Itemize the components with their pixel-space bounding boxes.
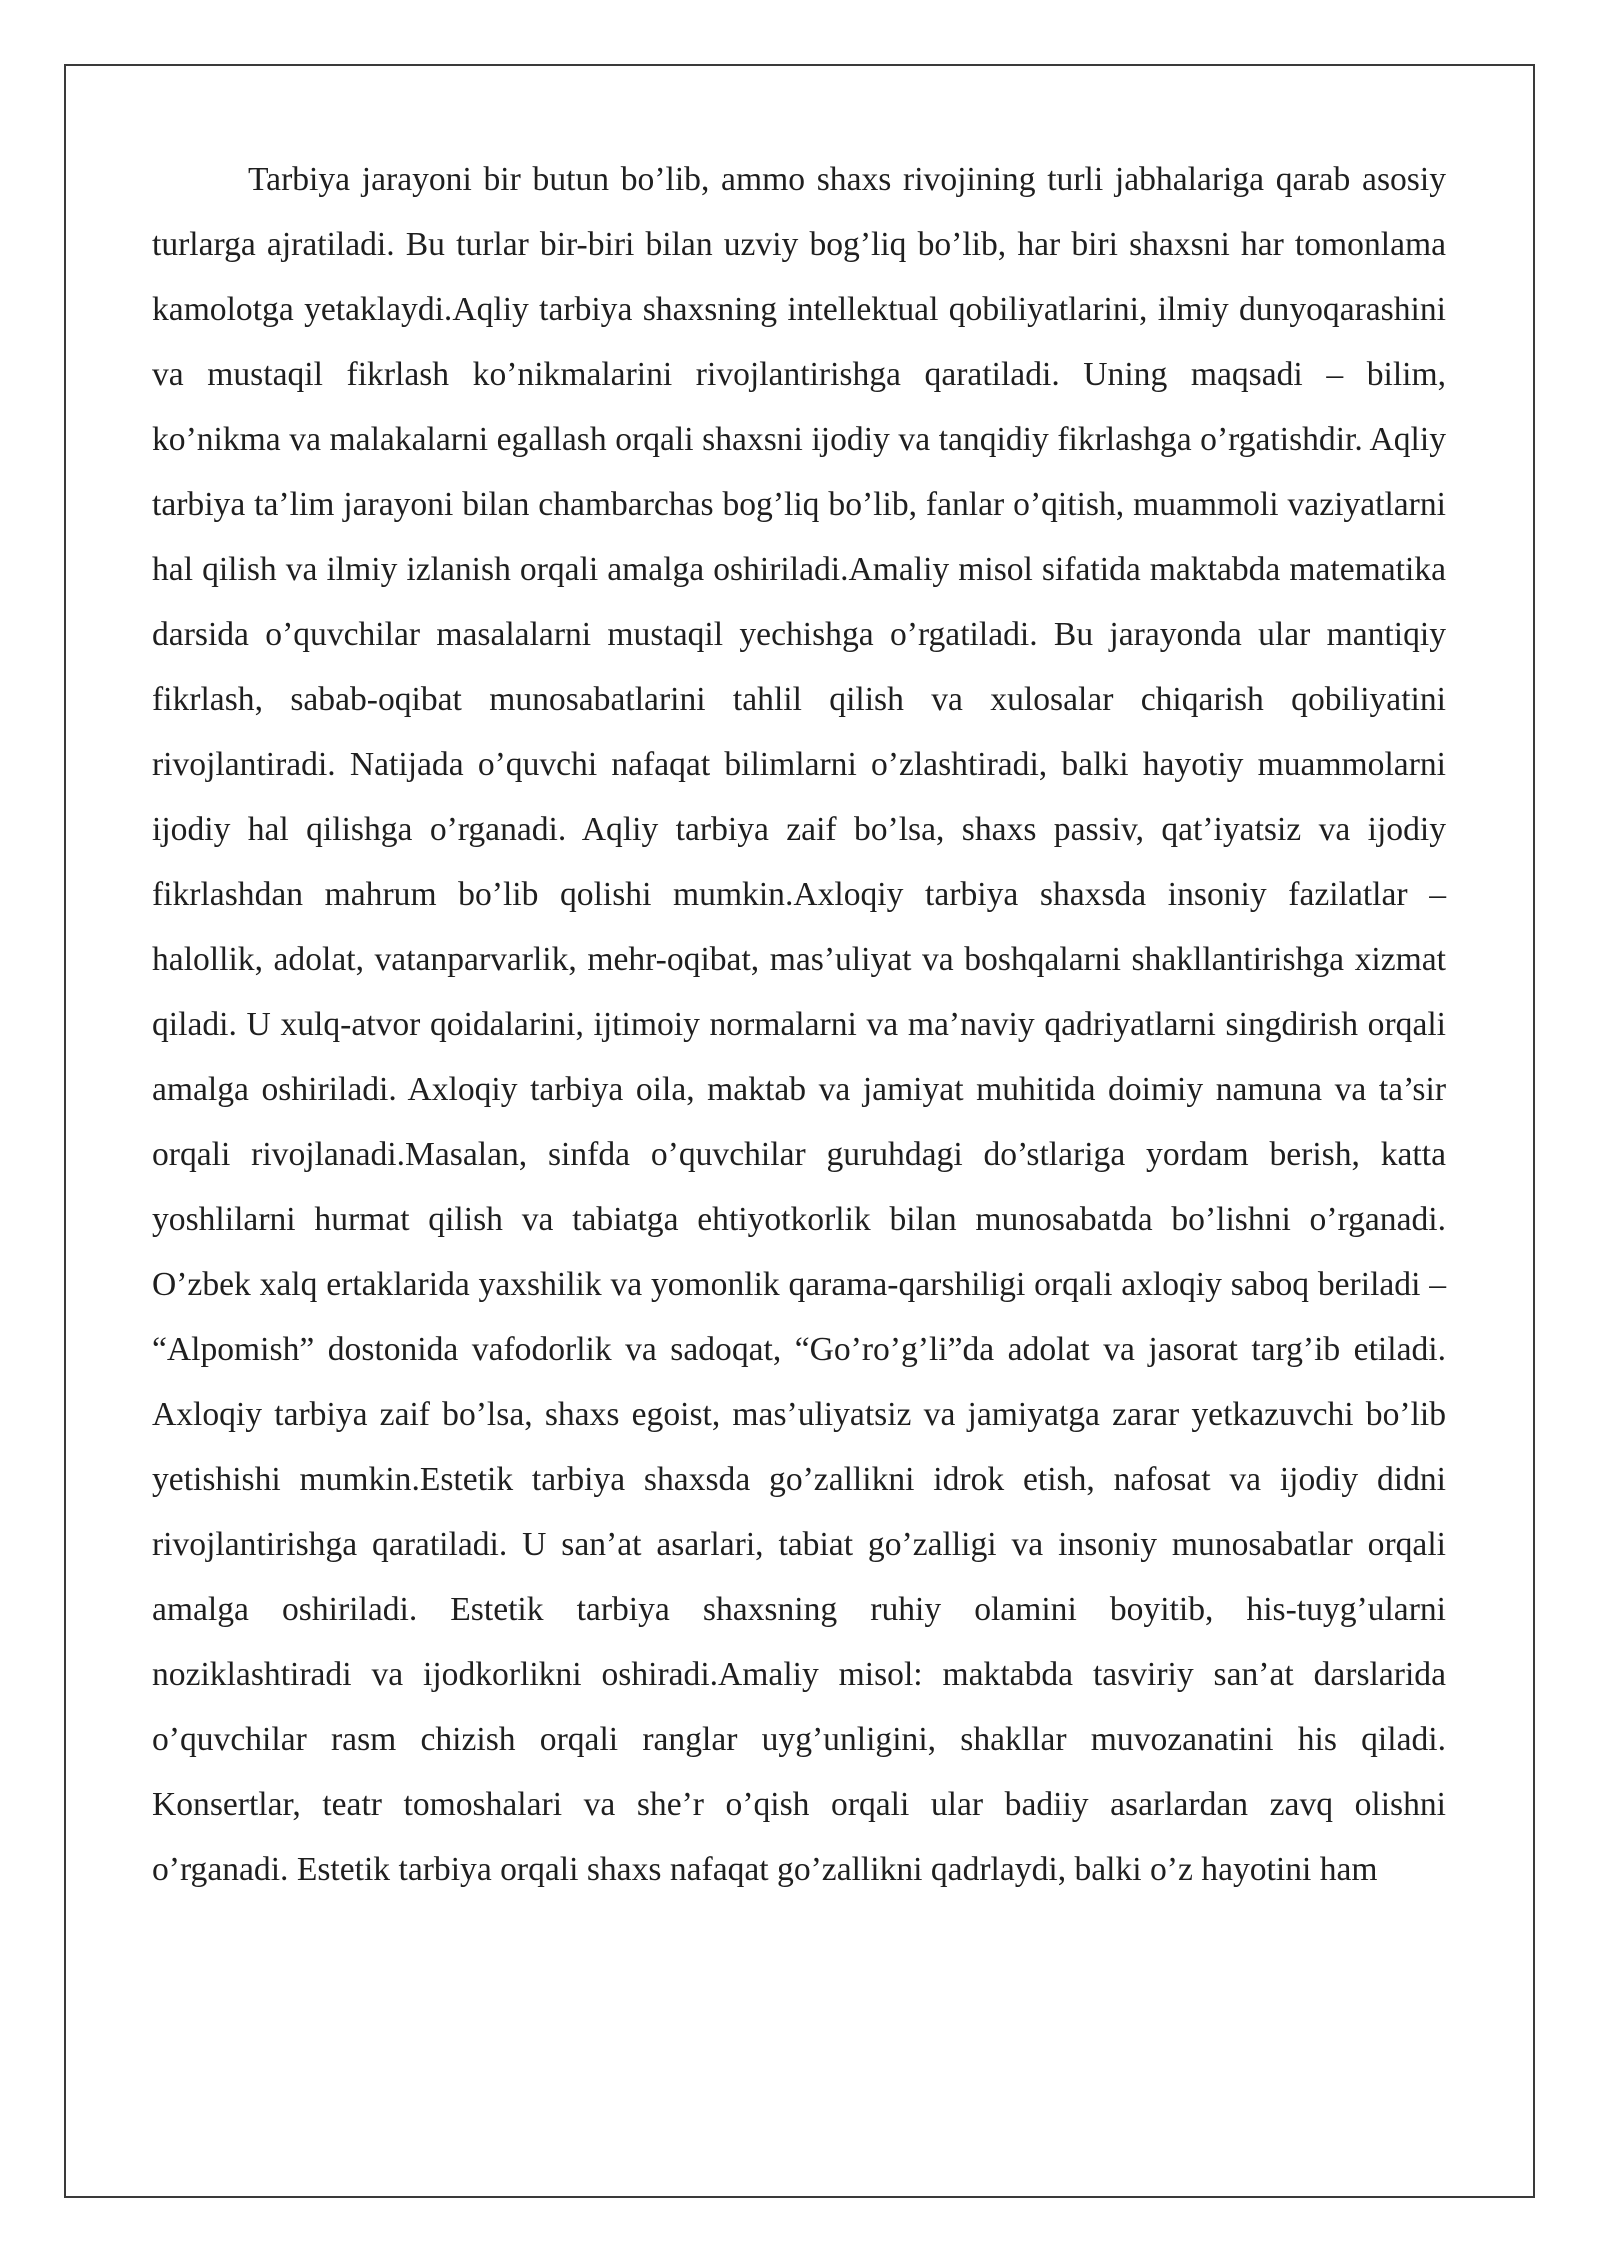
body-paragraph: Tarbiya jarayoni bir butun bo’lib, ammo shaxs rivojining turli jabhalariga qarab asosiy turlarga ajratiladi. Bu turlar bir-biri bilan uzviy bog’liq bo’lib, har biri shaxsni har tomonlama kamolotga yetaklaydi.Aqliy tarbiya shaxsning intellektual qobiliyatlarini, ilmiy dunyoqarashini va mustaqil fikrlash ko’nikmalarini rivojlantirishga qaratiladi. Uning maqsadi – bilim, ko’nikma va malakalarni egallash orqali shaxsni ijodiy va tanqidiy fikrlashga o’rgatishdir. Aqliy tarbiya ta’lim jarayoni bilan chambarchas bog’liq bo’lib, fanlar o’qitish, muammoli vaziyatlarni hal qilish va ilmiy izlanish orqali amalga oshiriladi.Amaliy misol sifatida maktabda matematika darsida o’quvchilar masalalarni mustaqil yechishga o’rgatiladi. Bu jarayonda ular mantiqiy fikrlash, sabab-oqibat munosabatlarini tahlil qilish va xulosalar chiqarish qobiliyatini rivojlantiradi. Natijada o’quvchi nafaqat bilimlarni o’zlashtiradi, balki hayotiy muammolarni ijodiy hal qilishga o’rganadi. Aqliy tarbiya zaif bo’lsa, shaxs passiv, qat’iyatsiz va ijodiy fikrlashdan mahrum bo’lib qolishi mumkin.Axloqiy tarbiya shaxsda insoniy fazilatlar – halollik, adolat, vatanparvarlik, mehr-oqibat, mas’uliyat va boshqalarni shakllantirishga xizmat qiladi. U xulq-atvor qoidalarini, ijtimoiy normalarni va ma’naviy qadriyatlarni singdirish orqali amalga oshiriladi. Axloqiy tarbiya oila, maktab va jamiyat muhitida doimiy namuna va ta’sir orqali rivojlanadi.Masalan, sinfda o’quvchilar guruhdagi do’stlariga yordam berish, katta yoshlilarni hurmat qilish va tabiatga ehtiyotkorlik bilan munosabatda bo’lishni o’rganadi. O’zbek xalq ertaklarida yaxshilik va yomonlik qarama-qarshiligi orqali axloqiy saboq beriladi – “Alpomish” dostonida vafodorlik va sadoqat, “Go’ro’g’li”da adolat va jasorat targ’ib etiladi. Axloqiy tarbiya zaif bo’lsa, shaxs egoist, mas’uliyatsiz va jamiyatga zarar yetkazuvchi bo’lib yetishishi mumkin.Estetik tarbiya shaxsda go’zallikni idrok etish, nafosat va ijodiy didni rivojlantirishga qaratiladi. U san’at asarlari, tabiat go’zalligi va insoniy munosabatlar orqali amalga oshiriladi. Estetik tarbiya shaxsning ruhiy olamini boyitib, his-tuyg’ularni noziklashtiradi va ijodkorlikni oshiradi.Amaliy misol: maktabda tasviriy san’at darslarida o’quvchilar rasm chizish orqali ranglar uyg’unligini, shakllar muvozanatini his qiladi. Konsertlar, teatr tomoshalari va she’r o’qish orqali ular badiiy asarlardan zavq olishni o’rganadi. Estetik tarbiya orqali shaxs nafaqat go’zallikni qadrlaydi, balki o’z hayotini ham: [152, 161, 1446, 1888]
